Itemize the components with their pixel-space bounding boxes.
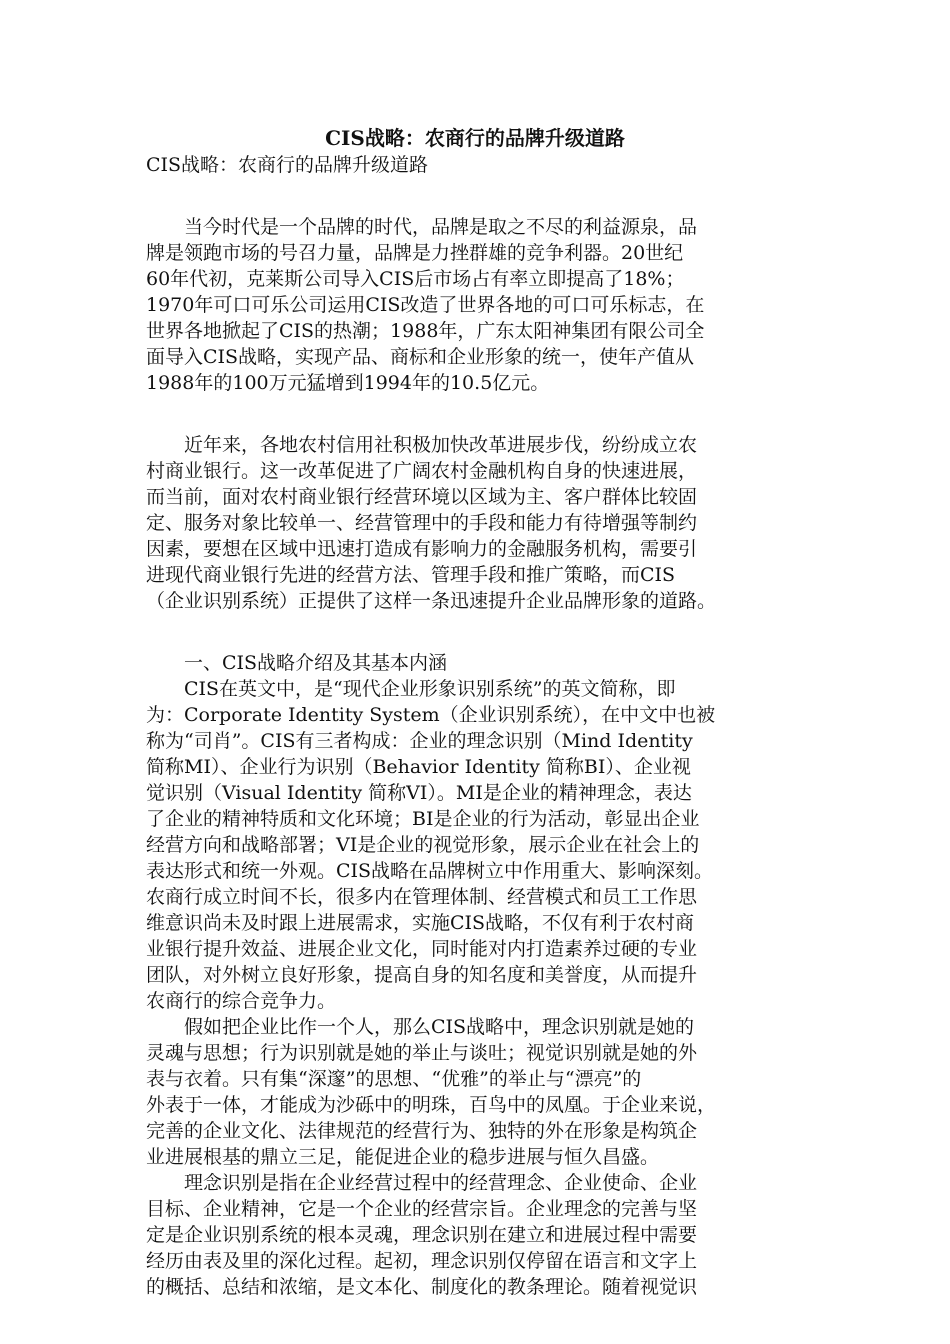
paragraph-line: 近年来，各地农村信用社积极加快改革进展步伐，纷纷成立农 [146, 434, 698, 456]
paragraph-line: 牌是领跑市场的号召力量，品牌是力挫群雄的竞争利器。20世纪 [146, 242, 684, 264]
paragraph-line: 定、服务对象比较单一、经营管理中的手段和能力有待增强等制约 [146, 512, 698, 534]
paragraph-line: CIS在英文中，是“现代企业形象识别系统”的英文简称，即 [146, 678, 676, 700]
document-subtitle: CIS战略：农商行的品牌升级道路 [146, 154, 429, 176]
paragraph-line: 60年代初，克莱斯公司导入CIS后市场占有率立即提高了18%； [146, 268, 685, 290]
paragraph-3 [146, 650, 804, 1300]
paragraph-line: 业银行提升效益、进展企业文化，同时能对内打造素养过硬的专业 [146, 938, 698, 960]
paragraph-line: 外表于一体，才能成为沙砾中的明珠，百鸟中的凤凰。于企业来说， [146, 1094, 717, 1116]
paragraph-line: 经历由表及里的深化过程。起初，理念识别仅停留在语言和文字上 [146, 1250, 698, 1272]
paragraph-line: 表达形式和统一外观。CIS战略在品牌树立中作用重大、影响深刻。 [146, 860, 714, 882]
paragraph-line: 农商行的综合竞争力。 [146, 990, 337, 1012]
paragraph-line: 觉识别（Visual Identity 简称VI）。MI是企业的精神理念，表达 [146, 782, 692, 804]
paragraph-line: 目标、企业精神，它是一个企业的经营宗旨。企业理念的完善与坚 [146, 1198, 698, 1220]
paragraph-line: 面导入CIS战略，实现产品、商标和企业形象的统一，使年产值从 [146, 346, 695, 368]
paragraph-line: 完善的企业文化、法律规范的经营行为、独特的外在形象是构筑企 [146, 1120, 698, 1142]
paragraph-line: 经营方向和战略部署；VI是企业的视觉形象，展示企业在社会上的 [146, 834, 700, 856]
paragraph-line: 简称MI）、企业行为识别（Behavior Identity 简称BI）、企业视 [146, 756, 691, 778]
paragraph-2 [146, 432, 804, 614]
paragraph-line: 称为“司肖”。CIS有三者构成：企业的理念识别（Mind Identity [146, 730, 693, 752]
paragraph-line: 灵魂与思想；行为识别就是她的举止与谈吐；视觉识别就是她的外 [146, 1042, 698, 1064]
paragraph-line: （企业识别系统）正提供了这样一条迅速提升企业品牌形象的道路。 [146, 590, 717, 612]
paragraph-line: 当今时代是一个品牌的时代，品牌是取之不尽的利益源泉，品 [146, 216, 698, 238]
paragraph-line: 因素，要想在区域中迅速打造成有影响力的金融服务机构，需要引 [146, 538, 698, 560]
paragraph-line: 的概括、总结和浓缩，是文本化、制度化的教条理论。随着视觉识 [146, 1276, 698, 1298]
paragraph-line: 农商行成立时间不长，很多内在管理体制、经营模式和员工工作思 [146, 886, 698, 908]
document-title: CIS战略：农商行的品牌升级道路 [325, 126, 625, 150]
paragraph-line: 表与衣着。只有集“深邃”的思想、“优雅”的举止与“漂亮”的 [146, 1068, 642, 1090]
section-heading: 一、CIS战略介绍及其基本内涵 [146, 652, 448, 674]
document-body [146, 124, 804, 1300]
paragraph-line: 村商业银行。这一改革促进了广阔农村金融机构自身的快速进展， [146, 460, 698, 482]
paragraph-line: 而当前，面对农村商业银行经营环境以区域为主、客户群体比较固 [146, 486, 698, 508]
paragraph-line: 业进展根基的鼎立三足，能促进企业的稳步进展与恒久昌盛。 [146, 1146, 660, 1168]
paragraph-line: 定是企业识别系统的根本灵魂，理念识别在建立和进展过程中需要 [146, 1224, 698, 1246]
paragraph-1 [146, 214, 804, 396]
paragraph-line: 1970年可口可乐公司运用CIS改造了世界各地的可口可乐标志，在 [146, 294, 705, 316]
paragraph-line: 进现代商业银行先进的经营方法、管理手段和推广策略，而CIS [146, 564, 676, 586]
paragraph-line: 1988年的100万元猛增到1994年的10.5亿元。 [146, 372, 550, 394]
paragraph-line: 理念识别是指在企业经营过程中的经营理念、企业使命、企业 [146, 1172, 698, 1194]
paragraph-line: 世界各地掀起了CIS的热潮；1988年，广东太阳神集团有限公司全 [146, 320, 705, 342]
paragraph-line: 了企业的精神特质和文化环境；BI是企业的行为活动，彰显出企业 [146, 808, 700, 830]
paragraph-line: 为：Corporate Identity System（企业识别系统），在中文中也被 [146, 704, 716, 726]
paragraph-line: 团队，对外树立良好形象，提高自身的知名度和美誉度，从而提升 [146, 964, 698, 986]
paragraph-line: 假如把企业比作一个人，那么CIS战略中，理念识别就是她的 [146, 1016, 695, 1038]
paragraph-line: 维意识尚未及时跟上进展需求，实施CIS战略，不仅有利于农村商 [146, 912, 695, 934]
